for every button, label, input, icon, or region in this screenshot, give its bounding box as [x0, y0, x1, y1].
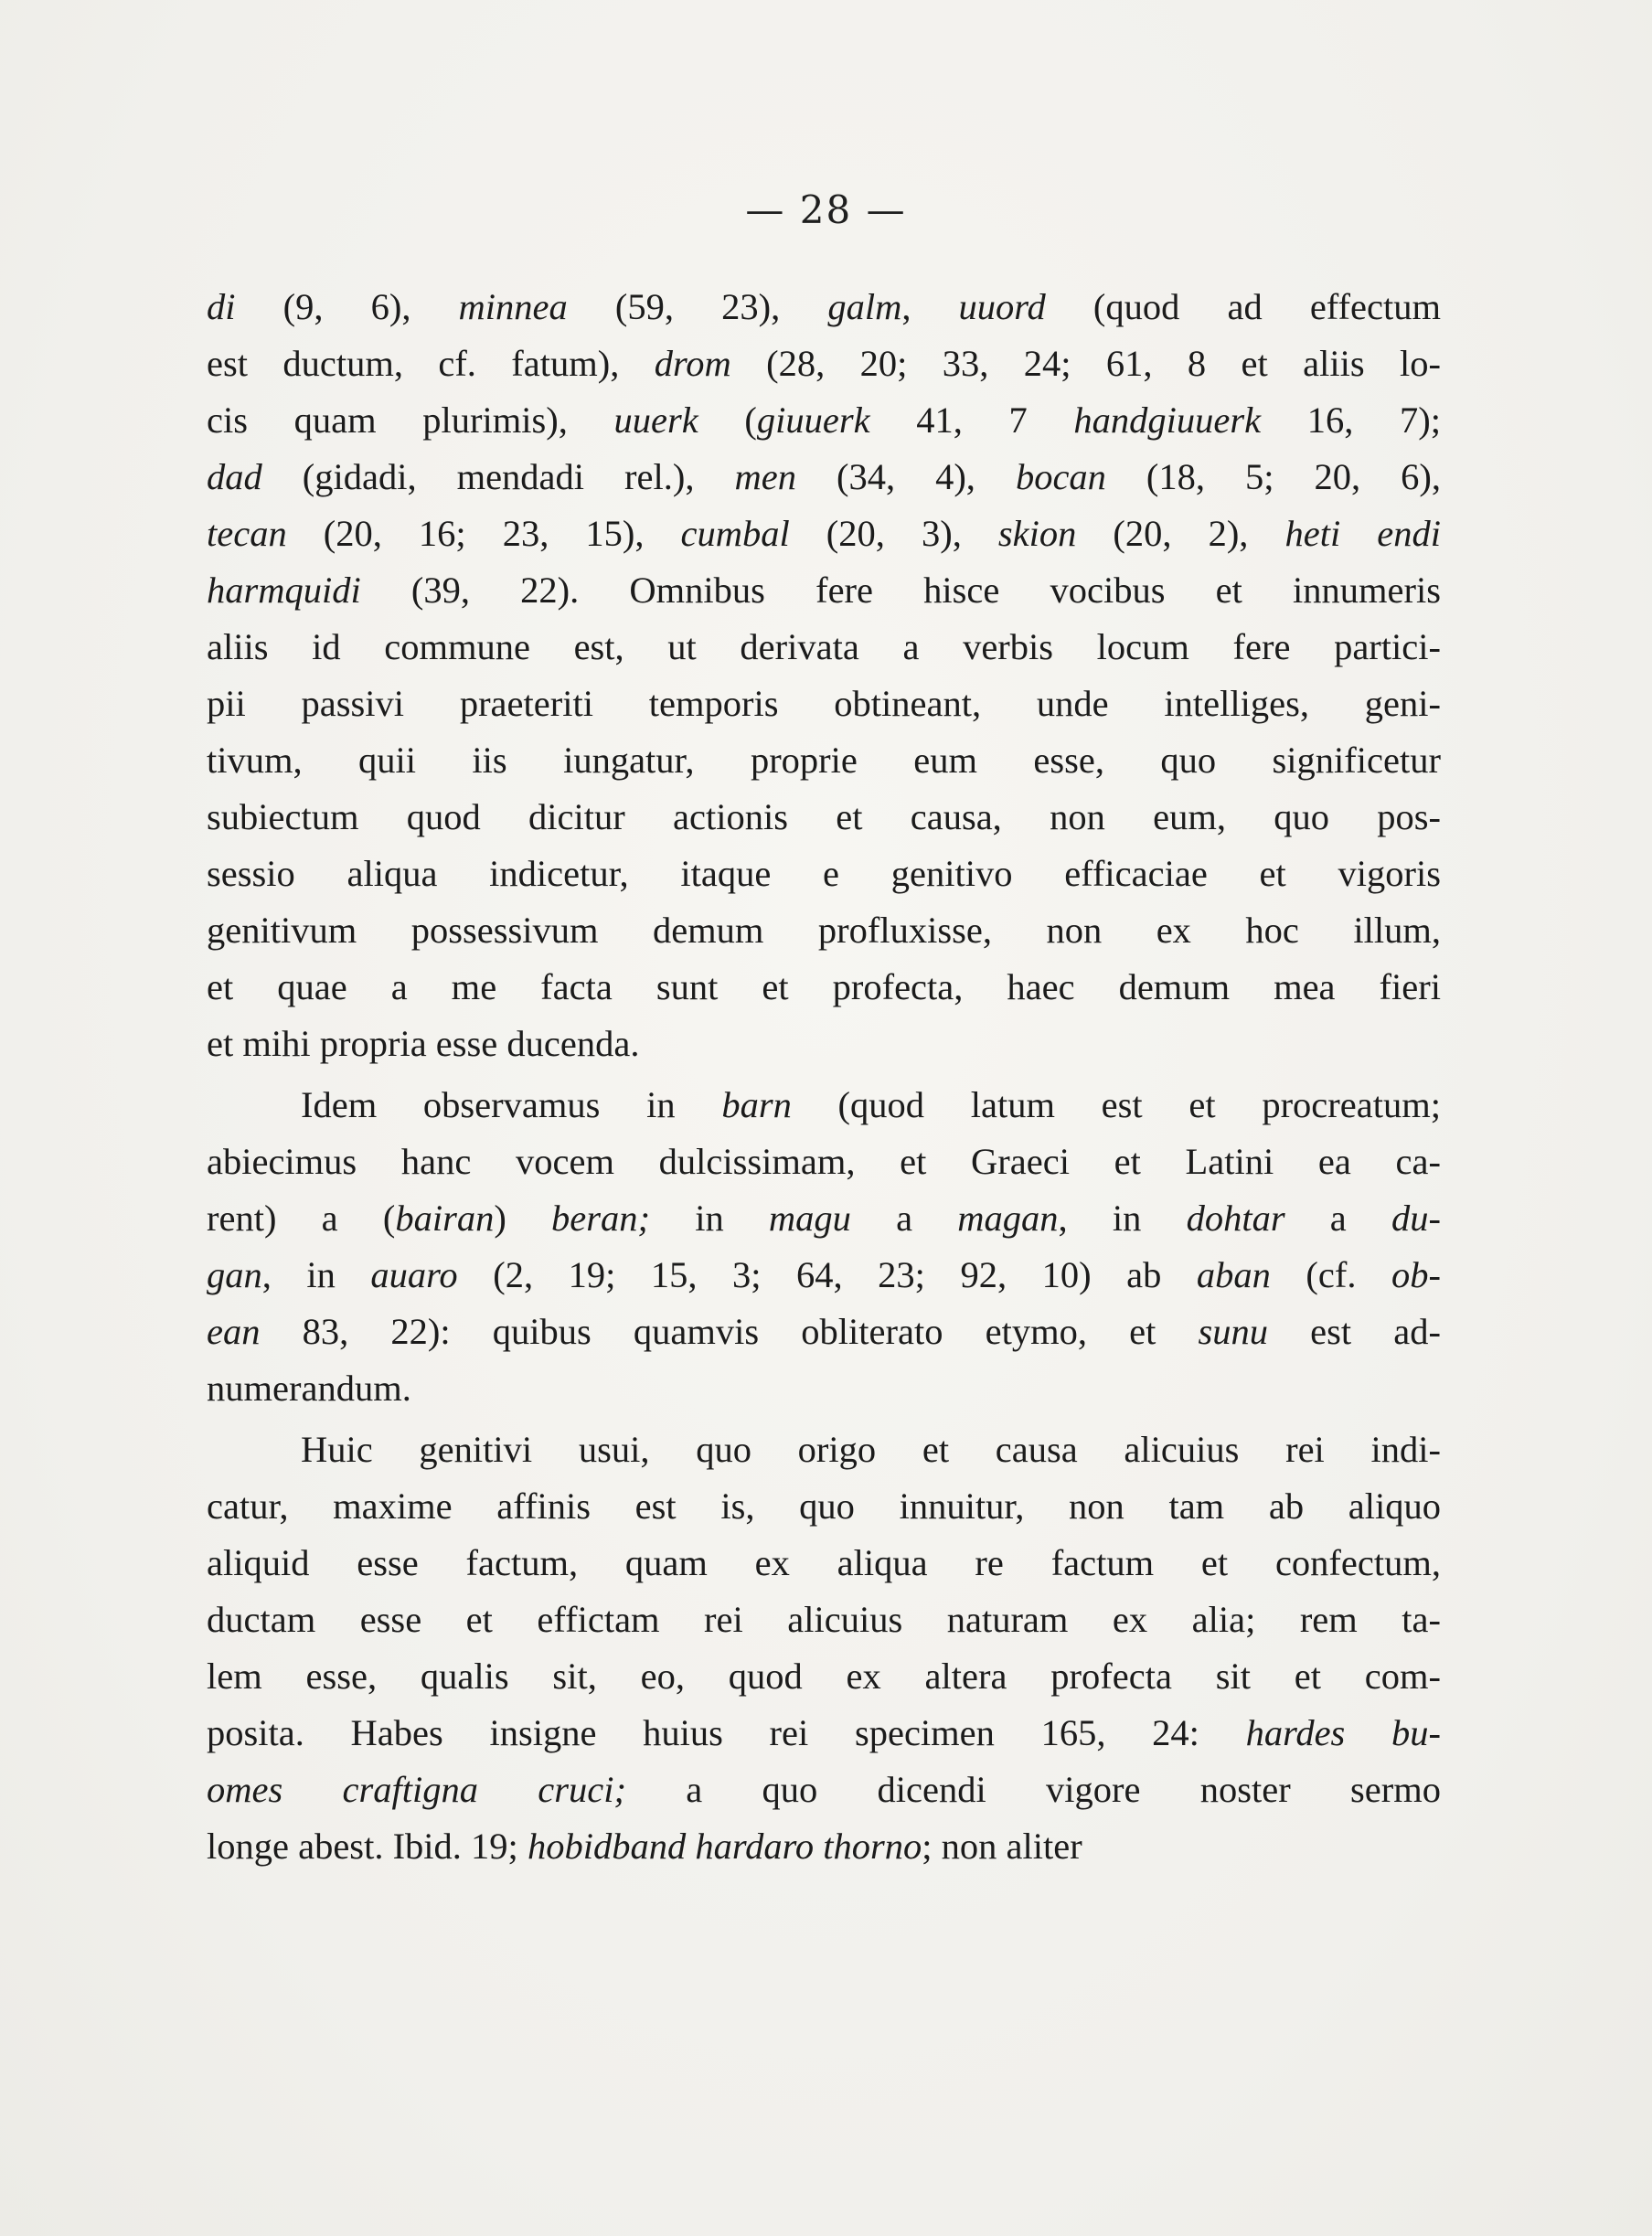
text-run: rent) a ( — [207, 1198, 396, 1239]
text-run: (2, 19; 15, 3; 64, 23; 92, 10) ab — [457, 1254, 1197, 1295]
italic-term: minnea — [458, 286, 568, 327]
text-line — [207, 1648, 1441, 1705]
text-run: catur, maxime affinis est is, quo innuitur, non tam ab aliquo — [207, 1485, 1441, 1527]
text-line — [207, 335, 1441, 392]
text-run: et quae a me facta sunt et profecta, haec demum mea fieri — [207, 966, 1441, 1007]
italic-term: hardes bu- — [1245, 1712, 1441, 1753]
text-run: et mihi propria esse ducenda. — [207, 1023, 640, 1064]
text-line — [207, 1360, 1441, 1417]
text-line — [207, 902, 1441, 959]
text-line — [207, 279, 1441, 335]
text-run: sessio aliqua indicetur, itaque e genitivo efficaciae et vigoris — [207, 853, 1441, 894]
text-line — [207, 959, 1441, 1016]
text-line — [207, 562, 1441, 619]
text-run: (39, 22). Omnibus fere hisce vocibus et innumeris — [360, 570, 1441, 611]
text-run: (cf. — [1270, 1254, 1391, 1295]
text-line — [207, 1077, 1441, 1134]
italic-term: gan — [207, 1254, 262, 1295]
text-line — [207, 1247, 1441, 1304]
text-run: , in — [261, 1254, 371, 1295]
text-line — [207, 1818, 1441, 1875]
italic-term: barn — [721, 1084, 792, 1125]
italic-term: sunu — [1198, 1311, 1269, 1352]
text-run: cis quam plurimis), — [207, 399, 614, 441]
italic-term: di — [207, 286, 236, 327]
italic-term: du- — [1391, 1198, 1441, 1239]
text-line — [207, 392, 1441, 449]
text-run: in — [650, 1198, 769, 1239]
text-run: (18, 5; 20, 6), — [1105, 456, 1442, 497]
text-run: (28, 20; 33, 24; 61, 8 et aliis lo- — [730, 343, 1441, 384]
text-run: aliquid esse factum, quam ex aliqua re factum et confectum, — [207, 1542, 1441, 1583]
text-run: (20, 3), — [789, 513, 998, 554]
italic-term: uuerk — [613, 399, 698, 441]
text-run: (9, 6), — [235, 286, 459, 327]
italic-term: magu — [768, 1198, 851, 1239]
text-line — [207, 789, 1441, 846]
italic-term: galm — [827, 286, 902, 327]
italic-term: drom — [654, 343, 731, 384]
italic-term: skion — [997, 513, 1077, 554]
text-run: a — [850, 1198, 958, 1239]
text-run: (34, 4), — [795, 456, 1016, 497]
text-line — [207, 1016, 1441, 1072]
italic-term: dohtar — [1186, 1198, 1285, 1239]
text-line — [207, 1190, 1441, 1247]
italic-term: dad — [207, 456, 262, 497]
text-run: ; non aliter — [922, 1826, 1082, 1867]
text-run: est ductum, cf. fatum), — [207, 343, 655, 384]
text-run: longe abest. Ibid. 19; — [207, 1826, 528, 1867]
italic-term: bocan — [1015, 456, 1106, 497]
italic-term: handgiuuerk — [1073, 399, 1262, 441]
italic-term: aban — [1196, 1254, 1271, 1295]
text-run: aliis id commune est, ut derivata a verbis locum fere partici- — [207, 626, 1441, 667]
text-line — [207, 1134, 1441, 1190]
italic-term: men — [734, 456, 796, 497]
text-line — [207, 1592, 1441, 1648]
text-run: , in — [1058, 1198, 1187, 1239]
italic-term: harmquidi — [207, 570, 361, 611]
italic-term: ob- — [1391, 1254, 1441, 1295]
text-run: numerandum. — [207, 1368, 411, 1409]
text-run: posita. Habes insigne huius rei specimen 165, 24: — [207, 1712, 1246, 1753]
italic-term: tecan — [207, 513, 287, 554]
text-line — [207, 732, 1441, 789]
text-line — [207, 1535, 1441, 1592]
text-line — [207, 619, 1441, 676]
text-run: tivum, quii iis iungatur, proprie eum esse, quo significetur — [207, 740, 1441, 781]
text-run: (20, 2), — [1076, 513, 1285, 554]
text-line — [207, 1304, 1441, 1360]
italic-term: cumbal — [680, 513, 790, 554]
text-run: Huic genitivi usui, quo origo et causa alicuius rei indi- — [301, 1429, 1441, 1470]
text-run: (gidadi, mendadi rel.), — [261, 456, 735, 497]
text-line — [207, 449, 1441, 506]
text-run: ( — [698, 399, 757, 441]
text-line — [207, 676, 1441, 732]
text-run: a — [1284, 1198, 1391, 1239]
text-line — [207, 506, 1441, 562]
italic-term: beran; — [551, 1198, 650, 1239]
text-run: (59, 23), — [567, 286, 828, 327]
italic-term: magan — [957, 1198, 1059, 1239]
text-run: est ad- — [1268, 1311, 1441, 1352]
text-run: lem esse, qualis sit, eo, quod ex altera profecta sit et com- — [207, 1656, 1441, 1697]
text-run: (quod latum est et procreatum; — [791, 1084, 1441, 1125]
italic-term: hobidband hardaro thorno — [527, 1826, 922, 1867]
text-run: genitivum possessivum demum profluxisse, non ex hoc illum, — [207, 910, 1441, 951]
text-run: Idem observamus in — [301, 1084, 722, 1125]
italic-term: omes craftigna cruci; — [207, 1769, 626, 1810]
text-run: a quo dicendi vigore noster sermo — [625, 1769, 1441, 1810]
text-line — [207, 846, 1441, 902]
text-line — [207, 1421, 1441, 1478]
text-run: 83, 22): quibus quamvis obliterato etymo, et — [260, 1311, 1199, 1352]
body-text — [207, 279, 1441, 1875]
text-run: ) — [494, 1198, 552, 1239]
text-line — [207, 1478, 1441, 1535]
italic-term: auaro — [370, 1254, 458, 1295]
text-run: subiectum quod dicitur actionis et causa, non eum, quo pos- — [207, 796, 1441, 837]
text-line — [207, 1762, 1441, 1818]
italic-term: heti endi — [1284, 513, 1441, 554]
italic-term: giuuerk — [756, 399, 870, 441]
text-run: (20, 16; 23, 15), — [286, 513, 681, 554]
text-run: (quod ad effectum — [1045, 286, 1441, 327]
text-run: pii passivi praeteriti temporis obtineant, unde intelliges, geni- — [207, 683, 1441, 724]
page-number: — 28 — — [745, 187, 907, 232]
text-line — [207, 1705, 1441, 1762]
text-run: , — [901, 286, 959, 327]
italic-term: ean — [207, 1311, 261, 1352]
italic-term: bairan — [395, 1198, 495, 1239]
text-run: ductam esse et effictam rei alicuius naturam ex alia; rem ta- — [207, 1599, 1441, 1640]
text-run: abiecimus hanc vocem dulcissimam, et Graeci et Latini ea ca- — [207, 1141, 1441, 1182]
italic-term: uuord — [958, 286, 1046, 327]
text-run: 16, 7); — [1261, 399, 1442, 441]
text-run: 41, 7 — [869, 399, 1074, 441]
